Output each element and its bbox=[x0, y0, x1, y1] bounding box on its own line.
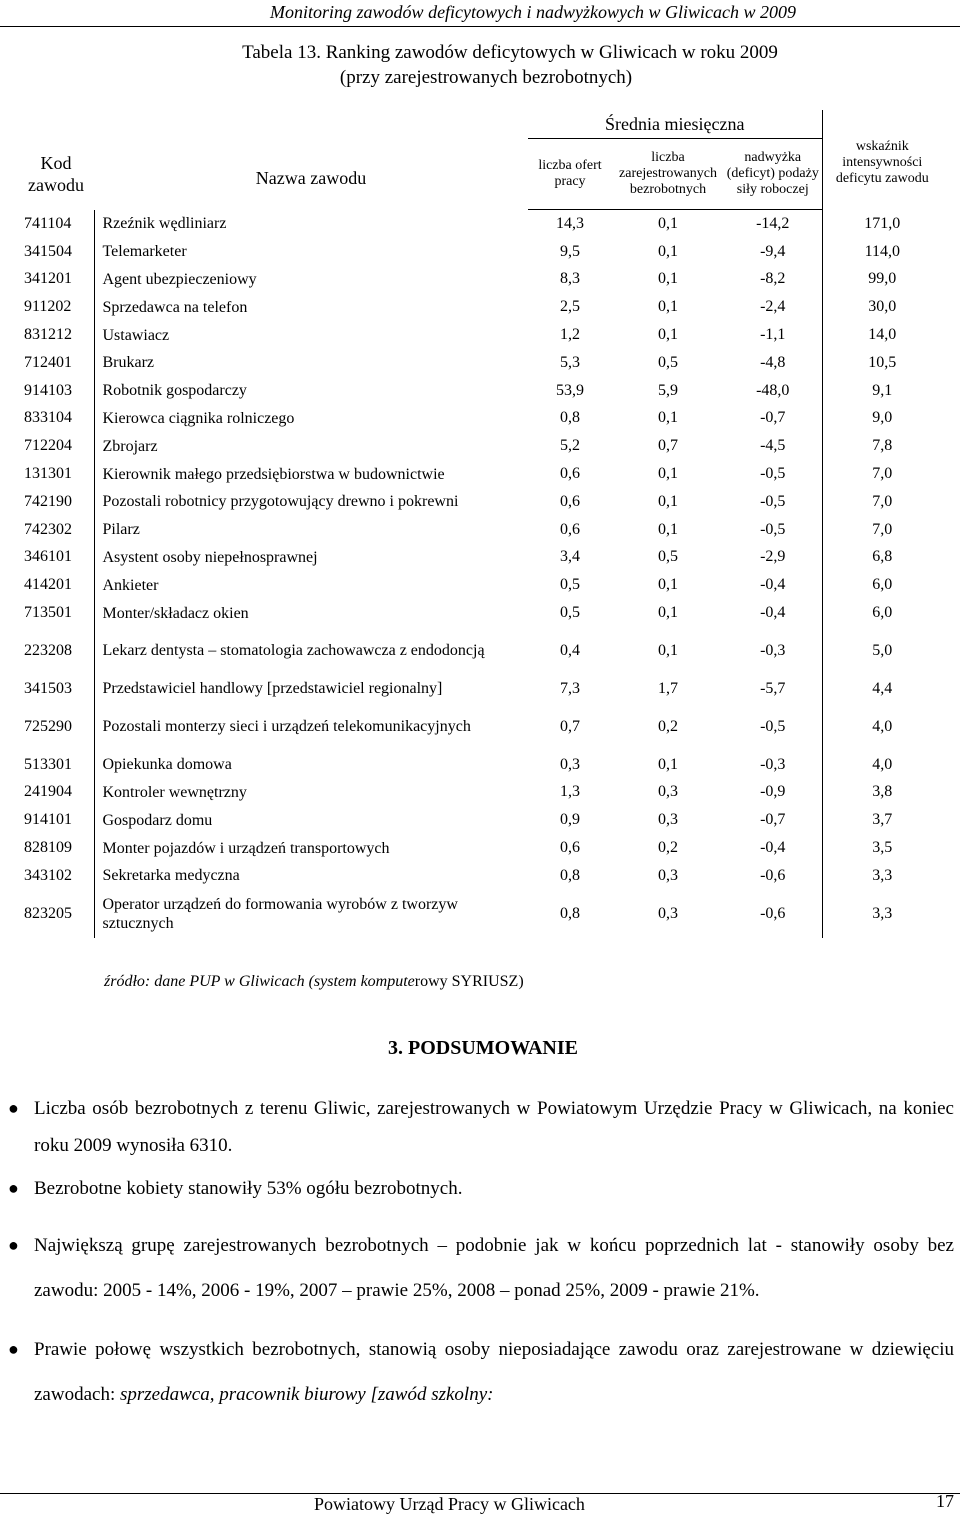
oferty-value: 8,3 bbox=[560, 270, 580, 288]
table-row bbox=[18, 377, 942, 405]
oferty-value: 0,7 bbox=[560, 717, 580, 735]
occupation-name: Brukarz bbox=[94, 349, 528, 377]
code-cell: 414201 bbox=[24, 576, 72, 594]
nadwyzka-value: -4,5 bbox=[760, 437, 786, 455]
occupation-name: Pozostali robotnicy przygotowujący drewno i pokrewni bbox=[94, 488, 528, 516]
wskaznik-value: 3,5 bbox=[822, 834, 942, 862]
occupation-name: Operator urządzeń do formowania wyrobów z tworzyw sztucznych bbox=[94, 890, 528, 938]
occupation-name: Agent ubezpieczeniowy bbox=[94, 266, 528, 294]
bullet-icon: ● bbox=[8, 1098, 19, 1118]
oferty-value: 53,9 bbox=[556, 381, 584, 399]
bezrobotni-value: 5,9 bbox=[658, 381, 678, 399]
bezrobotni-value: 1,7 bbox=[658, 679, 678, 697]
summary-item: ● Bezrobotne kobiety stanowiły 53% ogółu bezrobotnych. bbox=[34, 1170, 954, 1207]
running-header: Monitoring zawodów deficytowych i nadwyżkowych w Gliwicach w 2009 bbox=[270, 2, 796, 22]
code-cell: 742302 bbox=[24, 520, 72, 538]
table-row bbox=[18, 238, 942, 266]
bezrobotni-value: 0,1 bbox=[658, 641, 678, 659]
nadwyzka-value: -0,5 bbox=[760, 520, 786, 538]
header-nadwyzka: nadwyżka (deficyt) podaży siły roboczej bbox=[724, 139, 822, 210]
nadwyzka-value: -0,3 bbox=[760, 755, 786, 773]
bezrobotni-value: 0,1 bbox=[658, 576, 678, 594]
caption-line-1: Tabela 13. Ranking zawodów deficytowych w Gliwicach w roku 2009 bbox=[242, 42, 778, 63]
table-row bbox=[18, 266, 942, 294]
occupation-name: Monter pojazdów i urządzeń transportowych bbox=[94, 834, 528, 862]
table-row bbox=[18, 488, 942, 516]
nadwyzka-value: -2,9 bbox=[760, 548, 786, 566]
code-cell: 833104 bbox=[24, 409, 72, 427]
occupation-name: Pilarz bbox=[94, 516, 528, 544]
summary-item: ● Prawie połowę wszystkich bezrobotnych, stanowią osoby nieposiadające zawodu oraz zarejestrowane w dziewięciu zawodach: sprzedawca, pracownik biurowy [zawód szkolny: bbox=[34, 1327, 954, 1417]
nadwyzka-value: -0,3 bbox=[760, 641, 786, 659]
code-cell: 823205 bbox=[24, 904, 72, 922]
summary-item: ● Liczba osób bezrobotnych z terenu Gliwic, zarejestrowanych w Powiatowym Urzędzie Pracy w Gliwicach, na koniec roku 2009 wynosiła 6310. bbox=[34, 1090, 954, 1164]
oferty-value: 7,3 bbox=[560, 679, 580, 697]
nadwyzka-value: -0,4 bbox=[760, 604, 786, 622]
code-cell: 741104 bbox=[24, 214, 72, 232]
nadwyzka-value: -8,2 bbox=[760, 270, 786, 288]
wskaznik-value: 6,0 bbox=[822, 599, 942, 627]
occupation-name: Gospodarz domu bbox=[94, 806, 528, 834]
table-source bbox=[104, 973, 524, 991]
table-row bbox=[18, 675, 942, 703]
bezrobotni-value: 0,3 bbox=[658, 783, 678, 801]
wskaznik-value: 4,4 bbox=[822, 675, 942, 703]
header-rule bbox=[0, 26, 960, 27]
code-cell: 343102 bbox=[24, 866, 72, 884]
nadwyzka-value: -14,2 bbox=[756, 214, 790, 232]
oferty-value: 0,8 bbox=[560, 866, 580, 884]
table-row bbox=[18, 460, 942, 488]
code-cell: 911202 bbox=[24, 298, 72, 316]
occupation-name: Lekarz dentysta – stomatologia zachowawcza z endodoncją bbox=[94, 627, 528, 675]
table-row bbox=[18, 432, 942, 460]
oferty-value: 1,2 bbox=[560, 326, 580, 344]
wskaznik-value: 9,1 bbox=[822, 377, 942, 405]
wskaznik-value: 14,0 bbox=[822, 321, 942, 349]
oferty-value: 3,4 bbox=[560, 548, 580, 566]
nadwyzka-value: -2,4 bbox=[760, 298, 786, 316]
occupation-name: Robotnik gospodarczy bbox=[94, 377, 528, 405]
bezrobotni-value: 0,2 bbox=[658, 839, 678, 857]
oferty-value: 0,6 bbox=[560, 839, 580, 857]
code-cell: 725290 bbox=[24, 717, 72, 735]
code-cell: 831212 bbox=[24, 326, 72, 344]
wskaznik-value: 99,0 bbox=[822, 266, 942, 294]
bullet-icon: ● bbox=[8, 1339, 19, 1359]
occupation-name: Ustawiacz bbox=[94, 321, 528, 349]
bezrobotni-value: 0,5 bbox=[658, 353, 678, 371]
oferty-value: 5,2 bbox=[560, 437, 580, 455]
wskaznik-value: 3,3 bbox=[822, 890, 942, 938]
wskaznik-value: 7,8 bbox=[822, 432, 942, 460]
header-nazwa: Nazwa zawodu bbox=[255, 168, 367, 189]
wskaznik-value: 3,3 bbox=[822, 862, 942, 890]
oferty-value: 1,3 bbox=[560, 783, 580, 801]
bezrobotni-value: 0,1 bbox=[658, 242, 678, 260]
wskaznik-value: 10,5 bbox=[822, 349, 942, 377]
oferty-value: 0,6 bbox=[560, 465, 580, 483]
nadwyzka-value: -1,1 bbox=[760, 326, 786, 344]
wskaznik-value: 3,7 bbox=[822, 806, 942, 834]
table-row bbox=[18, 627, 942, 675]
wskaznik-value: 4,0 bbox=[822, 751, 942, 779]
occupation-name: Zbrojarz bbox=[94, 432, 528, 460]
nadwyzka-value: -48,0 bbox=[756, 381, 790, 399]
bezrobotni-value: 0,5 bbox=[658, 548, 678, 566]
nadwyzka-value: -0,4 bbox=[760, 576, 786, 594]
table-row bbox=[18, 405, 942, 433]
table-row bbox=[18, 210, 942, 238]
oferty-value: 0,8 bbox=[560, 904, 580, 922]
wskaznik-value: 3,8 bbox=[822, 779, 942, 807]
oferty-value: 2,5 bbox=[560, 298, 580, 316]
bezrobotni-value: 0,2 bbox=[658, 717, 678, 735]
nadwyzka-value: -5,7 bbox=[760, 679, 786, 697]
occupation-name: Pozostali monterzy sieci i urządzeń telekomunikacyjnych bbox=[94, 703, 528, 751]
code-cell: 223208 bbox=[24, 641, 72, 659]
bezrobotni-value: 0,3 bbox=[658, 904, 678, 922]
code-cell: 131301 bbox=[24, 465, 72, 483]
ranking-table-body bbox=[18, 210, 942, 938]
wskaznik-value: 114,0 bbox=[822, 238, 942, 266]
wskaznik-value: 7,0 bbox=[822, 516, 942, 544]
nadwyzka-value: -0,5 bbox=[760, 492, 786, 510]
table-row bbox=[18, 571, 942, 599]
bezrobotni-value: 0,1 bbox=[658, 214, 678, 232]
wskaznik-value: 9,0 bbox=[822, 405, 942, 433]
nadwyzka-value: -0,7 bbox=[760, 409, 786, 427]
bezrobotni-value: 0,1 bbox=[658, 298, 678, 316]
oferty-value: 14,3 bbox=[556, 214, 584, 232]
nadwyzka-value: -0,7 bbox=[760, 811, 786, 829]
footer-text: Powiatowy Urząd Pracy w Gliwicach bbox=[314, 1494, 585, 1514]
occupation-name: Kierowca ciągnika rolniczego bbox=[94, 405, 528, 433]
nadwyzka-value: -0,5 bbox=[760, 465, 786, 483]
header-kod: Kod zawodu bbox=[28, 152, 84, 195]
oferty-value: 0,6 bbox=[560, 492, 580, 510]
wskaznik-value: 5,0 bbox=[822, 627, 942, 675]
wskaznik-value: 7,0 bbox=[822, 460, 942, 488]
table-row bbox=[18, 599, 942, 627]
occupation-name: Opiekunka domowa bbox=[94, 751, 528, 779]
bezrobotni-value: 0,1 bbox=[658, 270, 678, 288]
nadwyzka-value: -9,4 bbox=[760, 242, 786, 260]
occupation-name: Rzeźnik wędliniarz bbox=[94, 210, 528, 238]
bullet-icon: ● bbox=[8, 1235, 19, 1255]
table-row bbox=[18, 321, 942, 349]
bezrobotni-value: 0,1 bbox=[658, 755, 678, 773]
caption-line-2: (przy zarejestrowanych bezrobotnych) bbox=[339, 67, 633, 88]
table-row bbox=[18, 349, 942, 377]
occupation-name: Kierownik małego przedsiębiorstwa w budownictwie bbox=[94, 460, 528, 488]
table-row bbox=[18, 293, 942, 321]
occupation-name: Asystent osoby niepełnosprawnej bbox=[94, 544, 528, 572]
table-row bbox=[18, 703, 942, 751]
table-row bbox=[18, 751, 942, 779]
nadwyzka-value: -0,6 bbox=[760, 904, 786, 922]
bezrobotni-value: 0,1 bbox=[658, 604, 678, 622]
code-cell: 241904 bbox=[24, 783, 72, 801]
occupation-name: Telemarketer bbox=[94, 238, 528, 266]
nadwyzka-value: -0,6 bbox=[760, 866, 786, 884]
occupation-name: Monter/składacz okien bbox=[94, 599, 528, 627]
source-rest: rowy SYRIUSZ) bbox=[414, 973, 524, 990]
bezrobotni-value: 0,7 bbox=[658, 437, 678, 455]
nadwyzka-value: -0,5 bbox=[760, 717, 786, 735]
table-row bbox=[18, 806, 942, 834]
oferty-value: 0,8 bbox=[560, 409, 580, 427]
code-cell: 742190 bbox=[24, 492, 72, 510]
occupation-name: Przedstawiciel handlowy [przedstawiciel regionalny] bbox=[94, 675, 528, 703]
occupation-name: Sekretarka medyczna bbox=[94, 862, 528, 890]
code-cell: 346101 bbox=[24, 548, 72, 566]
code-cell: 712204 bbox=[24, 437, 72, 455]
ranking-table bbox=[18, 110, 942, 938]
code-cell: 914103 bbox=[24, 381, 72, 399]
oferty-value: 0,5 bbox=[560, 576, 580, 594]
bullet-icon: ● bbox=[8, 1178, 19, 1198]
table-row bbox=[18, 834, 942, 862]
wskaznik-value: 6,8 bbox=[822, 544, 942, 572]
header-wskaznik: wskaźnik intensywności deficytu zawodu bbox=[822, 110, 942, 210]
bezrobotni-value: 0,3 bbox=[658, 811, 678, 829]
code-cell: 341201 bbox=[24, 270, 72, 288]
oferty-value: 9,5 bbox=[560, 242, 580, 260]
header-bezrobotni: liczba zarejestrowanych bezrobotnych bbox=[612, 139, 724, 210]
table-row bbox=[18, 862, 942, 890]
bezrobotni-value: 0,1 bbox=[658, 520, 678, 538]
occupation-name: Ankieter bbox=[94, 571, 528, 599]
wskaznik-value: 4,0 bbox=[822, 703, 942, 751]
bezrobotni-value: 0,1 bbox=[658, 492, 678, 510]
code-cell: 914101 bbox=[24, 811, 72, 829]
nadwyzka-value: -4,8 bbox=[760, 353, 786, 371]
bezrobotni-value: 0,3 bbox=[658, 866, 678, 884]
occupation-name: Kontroler wewnętrzny bbox=[94, 779, 528, 807]
oferty-value: 0,5 bbox=[560, 604, 580, 622]
wskaznik-value: 6,0 bbox=[822, 571, 942, 599]
source-italic: źródło: dane PUP w Gliwicach (system kompute bbox=[104, 973, 415, 990]
table-row bbox=[18, 779, 942, 807]
wskaznik-value: 30,0 bbox=[822, 293, 942, 321]
code-cell: 828109 bbox=[24, 839, 72, 857]
section-title: 3. PODSUMOWANIE bbox=[387, 1037, 578, 1059]
table-row bbox=[18, 516, 942, 544]
nadwyzka-value: -0,9 bbox=[760, 783, 786, 801]
header-srednia: Średnia miesięczna bbox=[528, 110, 822, 139]
bezrobotni-value: 0,1 bbox=[658, 326, 678, 344]
oferty-value: 5,3 bbox=[560, 353, 580, 371]
table-caption bbox=[0, 40, 960, 90]
oferty-value: 0,9 bbox=[560, 811, 580, 829]
code-cell: 513301 bbox=[24, 755, 72, 773]
nadwyzka-value: -0,4 bbox=[760, 839, 786, 857]
wskaznik-value: 7,0 bbox=[822, 488, 942, 516]
bezrobotni-value: 0,1 bbox=[658, 465, 678, 483]
code-cell: 341504 bbox=[24, 242, 72, 260]
page-number: 17 bbox=[936, 1491, 954, 1511]
oferty-value: 0,4 bbox=[560, 641, 580, 659]
bezrobotni-value: 0,1 bbox=[658, 409, 678, 427]
occupation-name: Sprzedawca na telefon bbox=[94, 293, 528, 321]
oferty-value: 0,6 bbox=[560, 520, 580, 538]
summary-list bbox=[0, 1090, 954, 1423]
code-cell: 712401 bbox=[24, 353, 72, 371]
header-oferty: liczba ofert pracy bbox=[528, 139, 612, 210]
wskaznik-value: 171,0 bbox=[822, 210, 942, 238]
oferty-value: 0,3 bbox=[560, 755, 580, 773]
code-cell: 713501 bbox=[24, 604, 72, 622]
table-row bbox=[18, 544, 942, 572]
table-row bbox=[18, 890, 942, 938]
code-cell: 341503 bbox=[24, 679, 72, 697]
summary-item: ● Największą grupę zarejestrowanych bezrobotnych – podobnie jak w końcu poprzednich lat - stanowiły osoby bez zawodu: 2005 - 14%, 2006 - 19%, 2007 – prawie 25%, 2008 – ponad 25%, 2009 - prawie 21%. bbox=[34, 1223, 954, 1313]
